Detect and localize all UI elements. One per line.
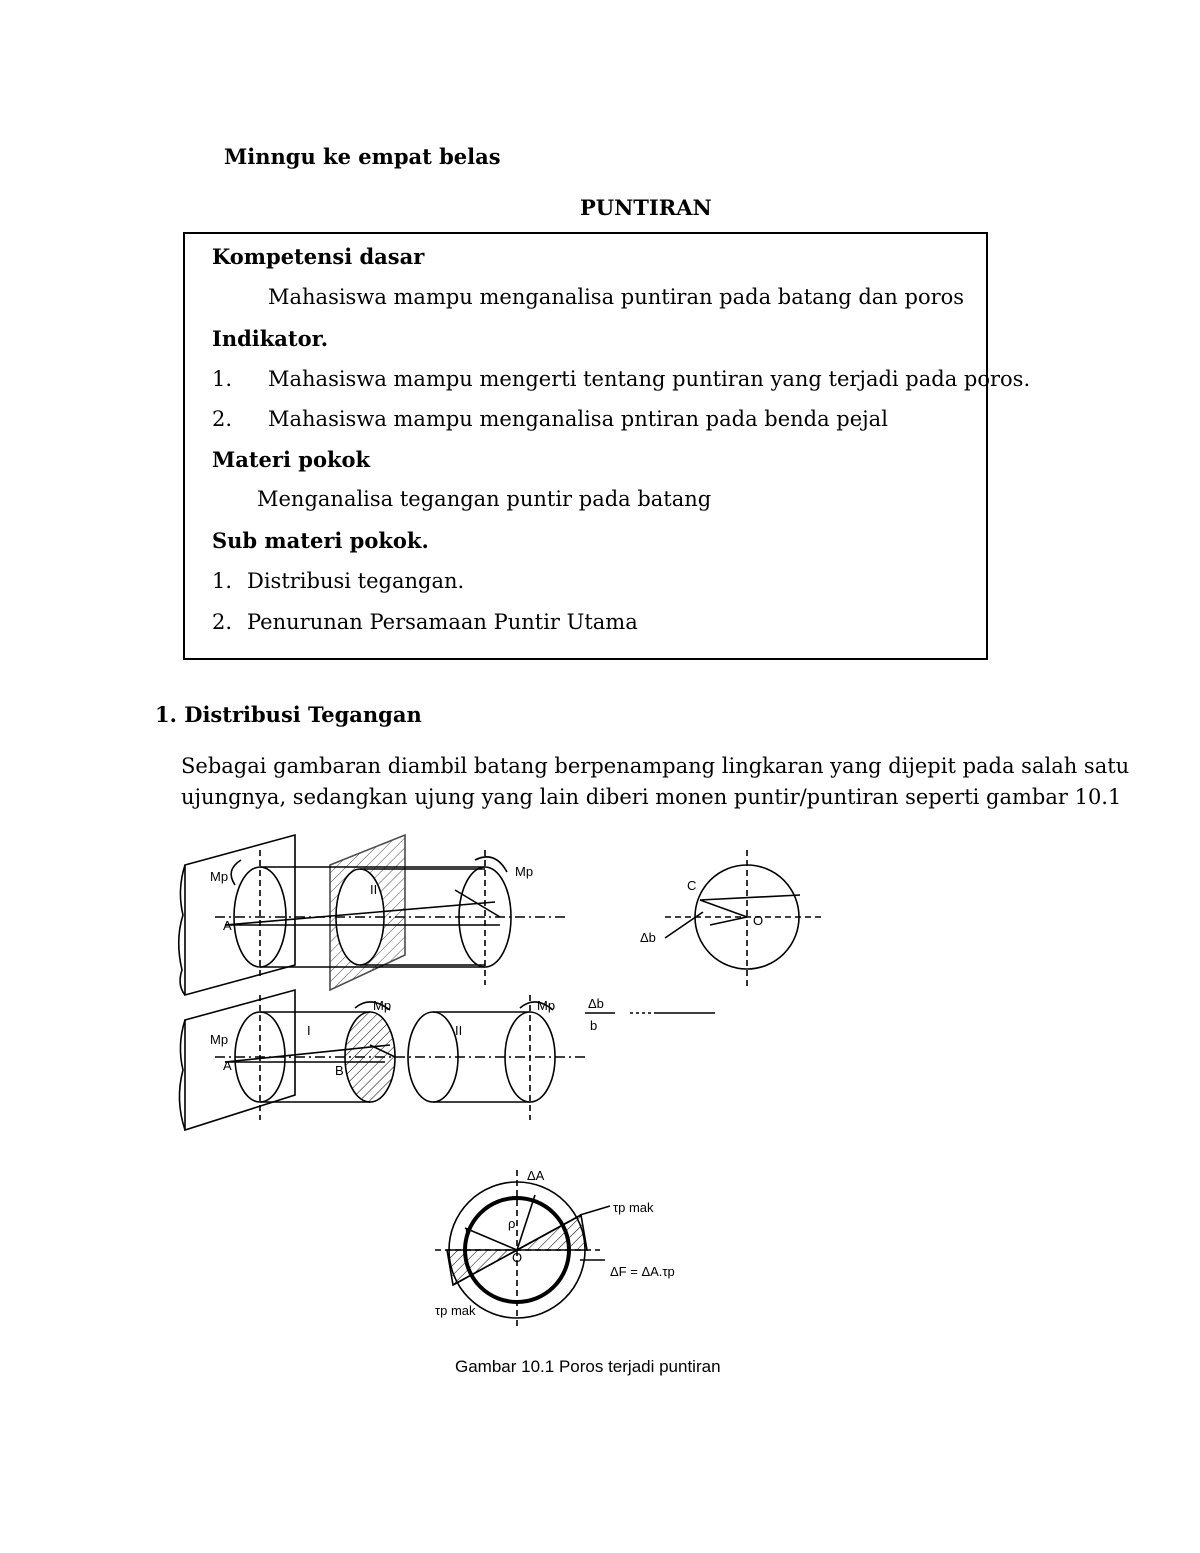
label-i: I [307, 1023, 311, 1038]
figure-caption: Gambar 10.1 Poros terjadi puntiran [455, 1357, 721, 1376]
materi-text: Menganalisa tegangan puntir pada batang [257, 487, 712, 511]
page-title: PUNTIRAN [580, 195, 712, 220]
torsion-figure [155, 830, 835, 1330]
week-heading: Minngu ke empat belas [224, 144, 501, 169]
kompetensi-label: Kompetensi dasar [212, 244, 425, 269]
label-tau-max-right: τp mak [613, 1200, 654, 1215]
sub-item-2: Penurunan Persamaan Puntir Utama [247, 610, 638, 634]
torsion-figure-svg [155, 830, 835, 1330]
label-mp-bottom-left: Mp [210, 1032, 229, 1047]
paragraph-line-1: Sebagai gambaran diambil batang berpenampang lingkaran yang dijepit pada salah satu [181, 754, 1130, 778]
label-delta-b: Δb [640, 930, 656, 945]
label-ii-bottom: II [455, 1023, 463, 1038]
label-r: r [465, 1223, 470, 1238]
label-ratio-bottom: b [590, 1018, 598, 1033]
label-mp-bottom-mid: Mp [373, 998, 392, 1013]
label-mp-bottom-right: Mp [537, 998, 556, 1013]
label-o-ring: O [512, 1250, 523, 1265]
indikator-num-2: 2. [212, 407, 233, 431]
label-mp-top-right: Mp [515, 864, 534, 879]
kompetensi-text: Mahasiswa mampu menganalisa puntiran pada batang dan poros [268, 285, 965, 309]
competency-box [183, 232, 1031, 660]
paragraph-line-2: ujungnya, sedangkan ujung yang lain diberi monen puntir/puntiran seperti gambar 10.1 [181, 785, 1122, 809]
sub-num-1: 1. [212, 569, 233, 593]
label-c: C [687, 878, 697, 893]
label-b: B [335, 1063, 344, 1078]
section-heading: 1. Distribusi Tegangan [155, 702, 422, 727]
indikator-item-1: Mahasiswa mampu mengerti tentang puntiran yang terjadi pada poros. [268, 367, 1031, 391]
wall-top [179, 835, 295, 995]
label-rho: ρ [508, 1216, 516, 1231]
materi-label: Materi pokok [212, 447, 371, 472]
label-ratio-top: Δb [588, 996, 604, 1011]
label-delta-a: ΔA [527, 1168, 545, 1183]
indikator-num-1: 1. [212, 367, 233, 391]
sub-item-1: Distribusi tegangan. [247, 569, 465, 593]
label-tau-max-left: τp mak [435, 1303, 476, 1318]
sub-materi-label: Sub materi pokok. [212, 528, 429, 553]
label-a-top: A [223, 918, 232, 933]
label-mp-top-left: Mp [210, 869, 229, 884]
indikator-label: Indikator. [212, 326, 329, 351]
label-a-bottom: A [223, 1058, 232, 1073]
label-force: ΔF = ΔA.τp [610, 1264, 675, 1279]
indikator-item-2: Mahasiswa mampu menganalisa pntiran pada benda pejal [268, 407, 888, 431]
sub-num-2: 2. [212, 610, 233, 634]
label-o-section: O [753, 913, 764, 928]
label-ii-top: II [370, 882, 378, 897]
cross-section-top [665, 850, 825, 990]
